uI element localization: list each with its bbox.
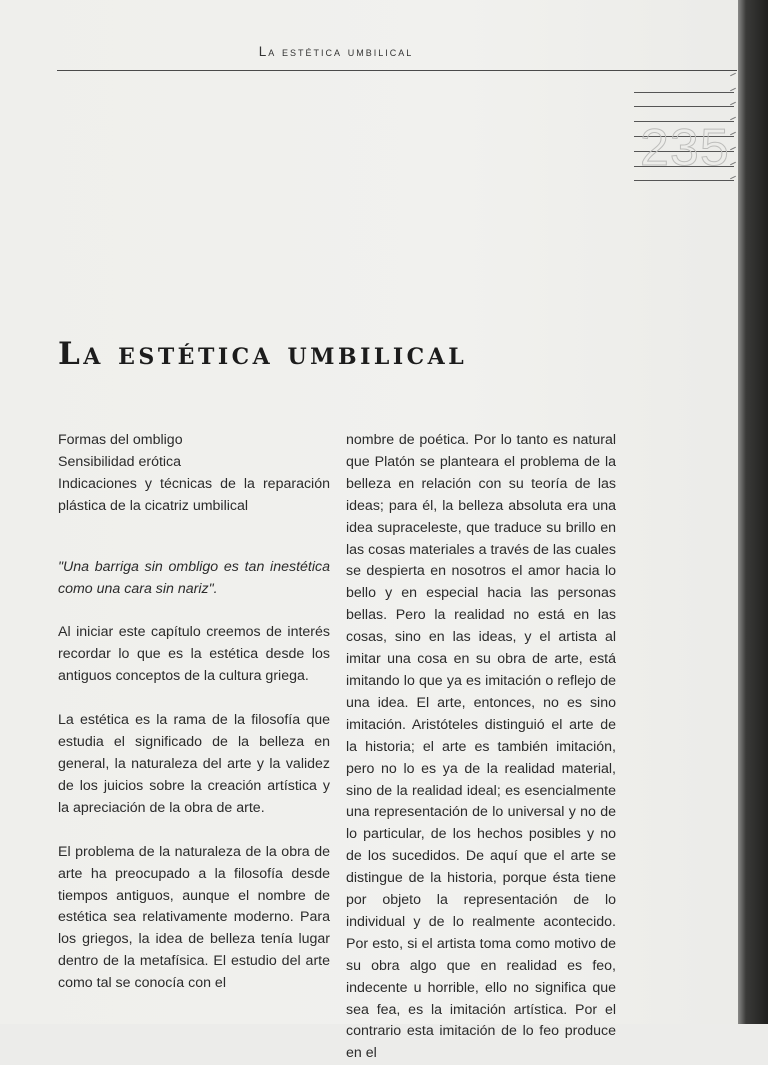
body-paragraph: La estética es la rama de la filosofía que estudia el significado de la belleza en general, la naturaleza del arte y la validez de los juicios sobre la creación artística y la apreciación de la obra de arte. [58, 712, 330, 816]
margin-tick [730, 147, 736, 150]
contents-item: Indicaciones y técnicas de la reparación plástica de la cicatriz umbilical [58, 475, 330, 514]
contents-item: Sensibilidad erótica [58, 453, 182, 470]
body-paragraph: El problema de la naturaleza de la obra de arte ha preocupado a la filosofía desde tiempos antiguos, aunque el nombre de estética sea relativamente moderno. Para los griegos, la idea de belleza tenía lugar dentro de la metafísica. El estudio del arte como tal se conocía con el [58, 843, 330, 992]
margin-tick [730, 176, 736, 179]
left-column [58, 430, 330, 995]
margin-tick [730, 88, 736, 91]
chapter-title: La estética umbilical [58, 336, 468, 372]
chapter-contents [58, 430, 330, 518]
book-binding-edge [738, 0, 768, 1024]
margin-tick [730, 132, 736, 135]
margin-rule [634, 106, 734, 107]
header-rule [57, 70, 737, 71]
running-header: La estética umbilical [258, 44, 414, 59]
body-paragraph: Al iniciar este capítulo creemos de interés recordar lo que es la estética desde los antiguos conceptos de la cultura griega. [58, 624, 330, 685]
margin-tick [730, 162, 736, 165]
margin-tick [730, 102, 736, 105]
page-number: 235 [640, 119, 730, 177]
contents-item: Formas del ombligo [58, 432, 183, 448]
margin-rule [634, 180, 734, 181]
epigraph-quote: "Una barriga sin ombligo es tan inestética como una cara sin nariz". [58, 558, 330, 597]
margin-tick [730, 73, 736, 76]
right-column [346, 430, 616, 1065]
body-paragraph-continued: nombre de poética. Por lo tanto es natural que Platón se planteara el problema de la belleza en relación con su teoría de las ideas; para él, la belleza absoluta era una idea supraceleste, que traduce su brillo en las cosas materiales a través de las cuales se despierta en nosotros el amor hacia lo bello y en especial hacia las personas bellas. Pero la realidad no está en las cosas, sino en las ideas, y el artista al imitar una cosa en su obra de arte, está imitando lo que ya es imitación o reflejo de una idea. El arte, entonces, no es sino imitación. Aristóteles distinguió el arte de la historia; el arte es también imitación, pero no lo es ya de la realidad material, sino de la realidad ideal; es esencialmente una representación de lo universal y no de lo particular, de los hechos posibles y no de los sucedidos. De aquí que el arte se distingue de la historia, porque ésta tiene por objeto la representación de lo individual y de lo realmente acontecido. Por esto, si el artista toma como motivo de su obra algo que en realidad es feo, indecente u horrible, ello no significa que sea fea, es la imitación artística. Por el contrario esta imitación de lo feo produce en el [346, 432, 616, 1062]
margin-rule [634, 92, 734, 93]
margin-tick [730, 117, 736, 120]
